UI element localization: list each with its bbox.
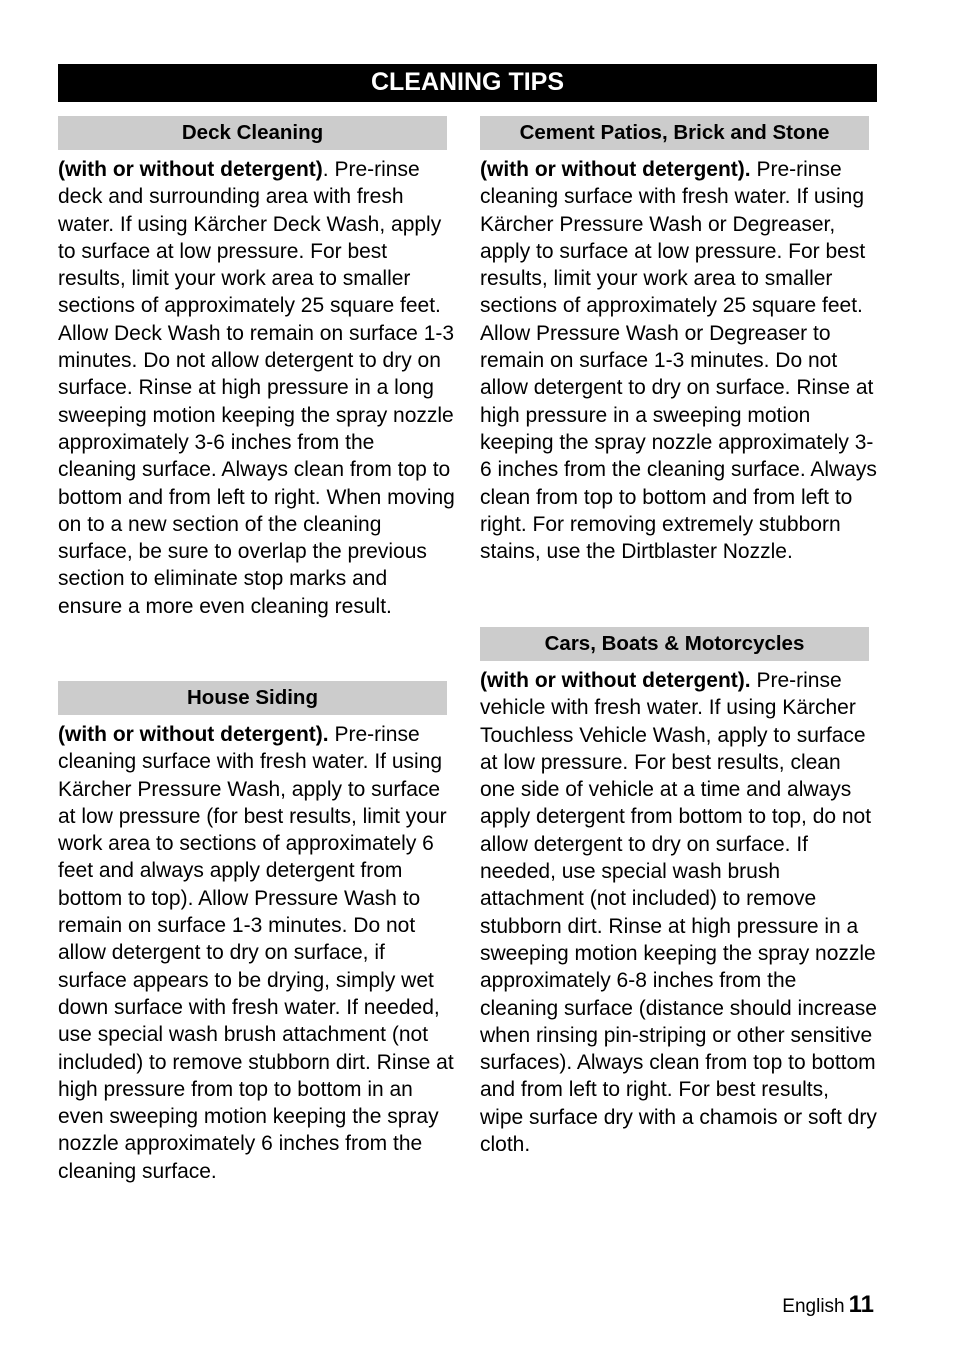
- footer-language: English: [782, 1296, 845, 1317]
- page-footer: [782, 1292, 874, 1320]
- cars-boats-text: [480, 667, 877, 1158]
- deck-cleaning-lead: (with or without detergent): [58, 158, 323, 181]
- cars-boats-lead: (with or without detergent).: [480, 669, 751, 692]
- cement-patios-heading: Cement Patios, Brick and Stone: [480, 116, 869, 150]
- cement-patios-lead: (with or without detergent).: [480, 158, 751, 181]
- page-title: CLEANING TIPS: [58, 64, 877, 102]
- cement-patios-body: Pre-rinse cleaning surface with fresh water. If using Kärcher Pressure Wash or Degreaser, apply to surface at low pressure. For best results, limit your work area to smaller sections of approximately 25 square feet. Allow Pressure Wash or Degreaser to remain on surface 1-3 minutes. Do not allow detergent to dry on surface. Rinse at high pressure in a sweeping motion keeping the spray nozzle approximately 3-6 inches from the cleaning surface. Always clean from top to bottom and from left to right. For removing extremely stubborn stains, use the Dirtblaster Nozzle.: [480, 158, 877, 564]
- page-number: 11: [848, 1291, 874, 1318]
- house-siding-heading: House Siding: [58, 681, 447, 715]
- deck-cleaning-body: . Pre-rinse deck and surrounding area with fresh water. If using Kärcher Deck Wash, apply to surface at low pressure. For best results, limit your work area to smaller sections of approximately 25 square feet. Allow Deck Wash to remain on surface 1-3 minutes. Do not allow detergent to dry on surface. Rinse at high pressure in a long sweeping motion keeping the spray nozzle approximately 3-6 inches from the cleaning surface. Always clean from top to bottom and from left to right. When moving on to a new section of the cleaning surface, be sure to overlap the previous section to eliminate stop marks and ensure a more even cleaning result.: [58, 158, 455, 618]
- deck-cleaning-text: [58, 156, 455, 620]
- deck-cleaning-heading: Deck Cleaning: [58, 116, 447, 150]
- house-siding-lead: (with or without detergent).: [58, 723, 329, 746]
- cement-patios-text: [480, 156, 877, 565]
- cars-boats-heading: Cars, Boats & Motorcycles: [480, 627, 869, 661]
- cars-boats-body: Pre-rinse vehicle with fresh water. If using Kärcher Touchless Vehicle Wash, apply to surface at low pressure. For best results, clean one side of vehicle at a time and always apply detergent from bottom to top, do not allow detergent to dry on surface. If needed, use special wash brush attachment (not included) to remove stubborn dirt. Rinse at high pressure in a sweeping motion keeping the spray nozzle approximately 6-8 inches from the cleaning surface (distance should increase when rinsing pin-striping or other sensitive surfaces). Always clean from top to bottom and from left to right. For best results, wipe surface dry with a chamois or soft dry cloth.: [480, 669, 877, 1157]
- house-siding-text: [58, 721, 455, 1185]
- house-siding-body: Pre-rinse cleaning surface with fresh water. If using Kärcher Pressure Wash, apply to surface at low pressure (for best results, limit your work area to sections of approximately 6 feet and always apply detergent from bottom to top). Allow Pressure Wash to remain on surface 1-3 minutes. Do not allow detergent to dry on surface, if surface appears to be drying, simply wet down surface with fresh water. If needed, use special wash brush attachment (not included) to remove stubborn dirt. Rinse at high pressure from top to bottom in an even sweeping motion keeping the spray nozzle approximately 6 inches from the cleaning surface.: [58, 723, 454, 1183]
